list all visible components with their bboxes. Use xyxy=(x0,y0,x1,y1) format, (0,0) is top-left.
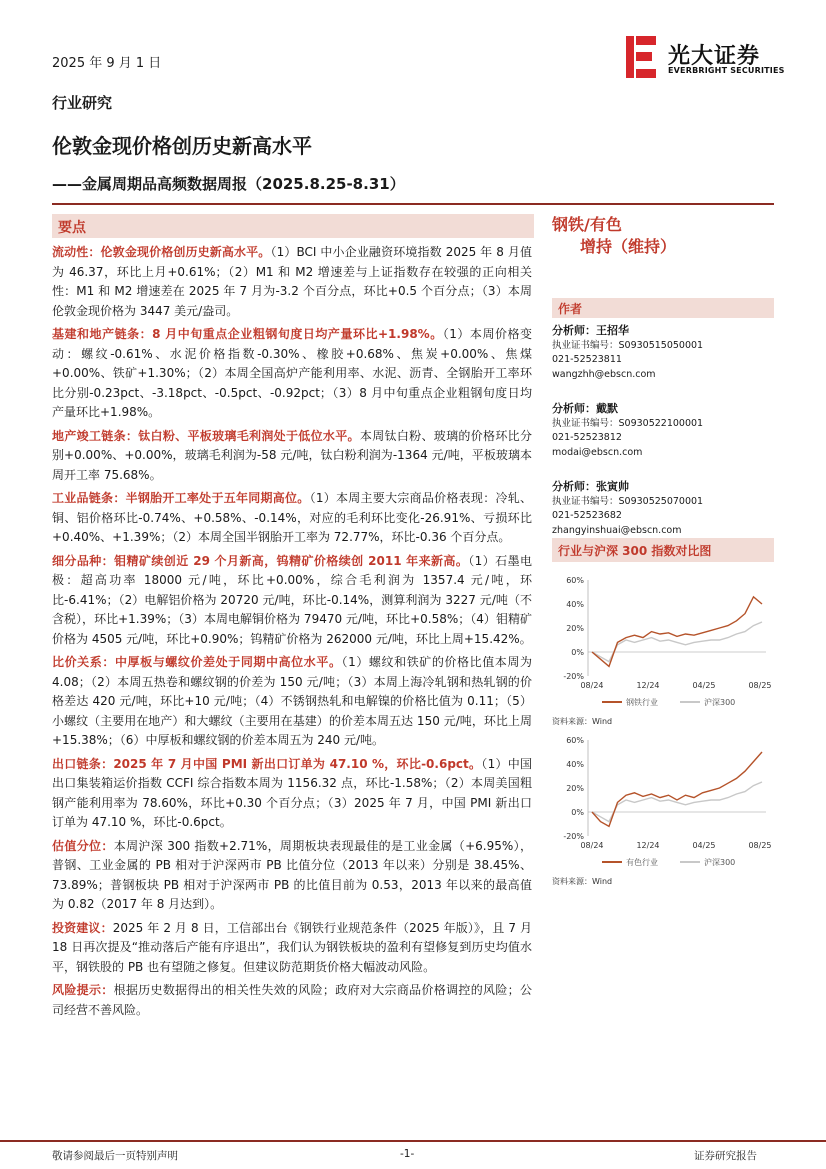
page-number: -1- xyxy=(400,1148,415,1160)
chart-steel xyxy=(552,572,774,727)
analyst-name: 分析师：王招华 xyxy=(552,324,629,337)
report-title: 伦敦金现价格创历史新高水平 xyxy=(52,134,312,158)
key-point-paragraph xyxy=(52,552,532,650)
y-tick-label: -20% xyxy=(563,832,584,841)
y-tick-label: 60% xyxy=(566,736,584,745)
key-point-paragraph xyxy=(52,919,532,978)
y-tick-label: 40% xyxy=(566,600,584,609)
key-point-paragraph xyxy=(52,981,532,1020)
footer-disclaimer: 敬请参阅最后一页特别声明 xyxy=(52,1150,178,1162)
analyst-cert: 执业证书编号：S0930522100001 xyxy=(552,417,704,429)
key-point-highlight: 比价关系：中厚板与螺纹价差处于同期中高位水平。 xyxy=(52,655,342,669)
x-tick-label: 08/24 xyxy=(580,841,604,850)
analyst-email[interactable]: wangzhh@ebscn.com xyxy=(552,368,656,380)
report-date: 2025 年 9 月 1 日 xyxy=(52,56,162,71)
key-point-text: 2025 年 2 月 8 日，工信部出台《钢铁行业规范条件（2025 年版）》，且 7 月 18 日再次提及“推动落后产能有序退出”，我们认为钢铁板块的盈利有望修复到历史均值水平，钢铁股的 PB 也有望随之修复。但建议防范期货价格大幅波动风险。 xyxy=(52,920,532,974)
key-point-highlight: 风险提示： xyxy=(52,983,114,997)
report-subtitle: ——金属周期品高频数据周报（2025.8.25-8.31） xyxy=(52,175,405,193)
series-line xyxy=(592,597,762,667)
analyst-email[interactable]: zhangyinshuai@ebscn.com xyxy=(552,524,682,536)
key-points-heading-bar xyxy=(52,214,534,238)
key-point-text: （1）螺纹和铁矿的价格比值本周为 4.08；（2）本周五热卷和螺纹钢的价差为 150 元/吨；（3）本周上海冷轧钢和热轧钢的价格差达 420 元/吨，环比+10 元/吨；（4）不锈钢热轧和电解镍的价格比值为 0.11；（5）小螺纹（主要用在地产）和大螺纹（主要用在基建）的价差本周五达 150 元/吨，环比上周+15.38%；（6）中厚板和螺纹钢的价差本周五为 240 元/吨。 xyxy=(52,655,532,747)
y-tick-label: 60% xyxy=(566,576,584,585)
key-point-highlight: 细分品种：钼精矿续创近 29 个月新高，钨精矿价格续创 2011 年来新高。 xyxy=(52,553,469,568)
key-point-text: （1）本周主要大宗商品价格表现：冷轧、铜、铝价格环比-0.74%、+0.58%、-0.14%，对应的毛利环比变化-26.91%、亏损环比+0.40%、+1.39%；（2）本周全国半钢胎开工率为 72.77%，环比-0.36 个百分点。 xyxy=(52,491,532,544)
sidebar xyxy=(552,214,774,538)
key-points-body xyxy=(52,243,532,1024)
sector-name: 钢铁/有色 xyxy=(552,215,622,234)
y-tick-label: 0% xyxy=(571,808,584,817)
legend-label: 钢铁行业 xyxy=(626,698,658,707)
key-point-highlight: 估值分位： xyxy=(52,838,114,853)
key-points-heading: 要点 xyxy=(58,220,86,236)
chart-nonferrous xyxy=(552,732,774,887)
y-tick-label: 20% xyxy=(566,784,584,793)
legend-label: 沪深300 xyxy=(704,698,736,707)
analyst-name: 分析师：戴默 xyxy=(552,402,618,415)
chart-source: 资料来源：Wind xyxy=(552,877,613,886)
company-logo xyxy=(626,36,786,80)
key-point-paragraph xyxy=(52,427,532,486)
y-tick-label: -20% xyxy=(563,672,584,681)
analyst-block xyxy=(552,324,774,382)
key-point-paragraph xyxy=(52,243,532,321)
key-point-paragraph xyxy=(52,755,532,833)
key-point-text: （1）中国出口集装箱运价指数 CCFI 综合指数本周为 1156.32 点，环比-1.58%；（2）本周美国粗钢产能利用率为 78.60%，环比+0.30 个百分点；（3）2025 年 7 月，中国 PMI 新出口订单为 47.10 %，环比-0.6pct。 xyxy=(52,756,532,829)
key-point-highlight: 流动性：伦敦金现价格创历史新高水平。 xyxy=(52,245,271,259)
analyst-email[interactable]: modai@ebscn.com xyxy=(552,446,643,458)
header-divider xyxy=(52,203,774,205)
x-tick-label: 08/25 xyxy=(748,681,772,690)
chart-steel-svg xyxy=(552,572,774,712)
key-point-text: 根据历史数据得出的相关性失效的风险；政府对大宗商品价格调控的风险；公司经营不善风险。 xyxy=(52,983,532,1017)
analyst-block xyxy=(552,402,774,460)
analyst-name: 分析师：张寅帅 xyxy=(552,480,629,493)
key-point-text: （1）BCI 中小企业融资环境指数 2025 年 8 月值为 46.37，环比上月+0.61%；（2）M1 和 M2 增速差与上证指数存在较强的正向相关性：M1 和 M2 增速差在 2025 年 7 月为-3.2 个百分点，环比+0.5 个百分点；（3）本周伦敦金现价格为 3447 美元/盎司。 xyxy=(52,245,532,318)
key-point-text: （1）本周价格变动：螺纹-0.61%、水泥价格指数-0.30%、橡胶+0.68%、焦炭+0.00%、焦煤+0.00%、铁矿+1.30%；（2）本周全国高炉产能利用率、水泥、沥青、全钢胎开工率环比分别-0.23pct、-3.18pct、-0.5pct、-0.92pct；（3）8 月中旬重点企业粗钢旬度日均产量环比+1.98%。 xyxy=(52,327,532,419)
analyst-cert: 执业证书编号：S0930525070001 xyxy=(552,495,704,507)
chart-heading-bar xyxy=(552,538,774,562)
y-tick-label: 40% xyxy=(566,760,584,769)
key-point-text: （1）石墨电极：超高功率 18000 元/吨，环比+0.00%，综合毛利润为 1357.4 元/吨，环比-6.41%；（2）电解铝价格为 20720 元/吨，环比-0.14%，测算利润为 3227 元/吨（不含税），环比+1.39%；（3）本周电解铜价格为 79470 元/吨，环比+0.58%；（4）钼精矿价格为 4505 元/吨，环比+0.90%；钨精矿价格为 262000 元/吨，环比上周+15.42%。 xyxy=(52,553,533,646)
x-tick-label: 04/25 xyxy=(692,841,716,850)
analyst-cert: 执业证书编号：S0930515050001 xyxy=(552,339,704,351)
key-point-paragraph xyxy=(52,325,532,423)
key-point-highlight: 出口链条：2025 年 7 月中国 PMI 新出口订单为 47.10 %，环比-0.6pct。 xyxy=(52,756,482,771)
x-tick-label: 12/24 xyxy=(636,681,660,690)
chart-heading-box xyxy=(552,538,774,562)
chart-source: 资料来源：Wind xyxy=(552,717,613,726)
logo-text-cn: 光大证券 xyxy=(668,44,761,69)
key-point-highlight: 工业品链条：半钢胎开工率处于五年同期高位。 xyxy=(52,491,310,505)
key-point-paragraph xyxy=(52,653,532,751)
legend-label: 沪深300 xyxy=(704,858,736,867)
key-point-text: 本周沪深 300 指数+2.71%，周期板块表现最佳的是工业金属（+6.95%），普钢、工业金属的 PB 相对于沪深两市 PB 比值分位（2013 年以来）分别是 38.45%、73.89%；普钢板块 PB 相对于沪深两市 PB 的比值目前为 0.53，2013 年以来的最高值为 0.82（2017 年 8 月达到）。 xyxy=(52,838,532,911)
analyst-phone: 021-52523682 xyxy=(552,510,622,521)
x-tick-label: 08/24 xyxy=(580,681,604,690)
footer-divider xyxy=(0,1140,826,1142)
analyst-phone: 021-52523812 xyxy=(552,432,622,443)
key-point-paragraph xyxy=(52,837,532,915)
logo-text-en: EVERBRIGHT SECURITIES xyxy=(668,66,785,75)
x-tick-label: 08/25 xyxy=(748,841,772,850)
author-heading: 作者 xyxy=(558,302,583,316)
analyst-block xyxy=(552,480,774,538)
analyst-phone: 021-52523811 xyxy=(552,354,622,365)
y-tick-label: 0% xyxy=(571,648,584,657)
sector-rating: 增持（维持） xyxy=(580,237,677,256)
key-point-highlight: 地产竣工链条：钛白粉、平板玻璃毛利润处于低位水平。 xyxy=(52,428,360,443)
key-point-highlight: 投资建议： xyxy=(52,920,113,935)
logo-mark-icon xyxy=(626,36,656,78)
key-point-highlight: 基建和地产链条：8 月中旬重点企业粗钢旬度日均产量环比+1.98%。 xyxy=(52,327,443,341)
series-line xyxy=(592,752,762,826)
footer-report-type: 证券研究报告 xyxy=(694,1150,757,1162)
x-tick-label: 04/25 xyxy=(692,681,716,690)
report-category: 行业研究 xyxy=(52,94,113,112)
key-point-text: 本周钛白粉、玻璃的价格环比分别+0.00%、+0.00%，玻璃毛利润为-58 元/吨，钛白粉利润为-1364 元/吨，平板玻璃本周开工率 75.68%。 xyxy=(52,428,532,482)
key-point-paragraph xyxy=(52,489,532,548)
author-heading-bar xyxy=(552,298,774,318)
chart-heading: 行业与沪深 300 指数对比图 xyxy=(558,544,712,558)
legend-label: 有色行业 xyxy=(626,858,658,867)
x-tick-label: 12/24 xyxy=(636,841,660,850)
chart-nonferrous-svg xyxy=(552,732,774,872)
y-tick-label: 20% xyxy=(566,624,584,633)
